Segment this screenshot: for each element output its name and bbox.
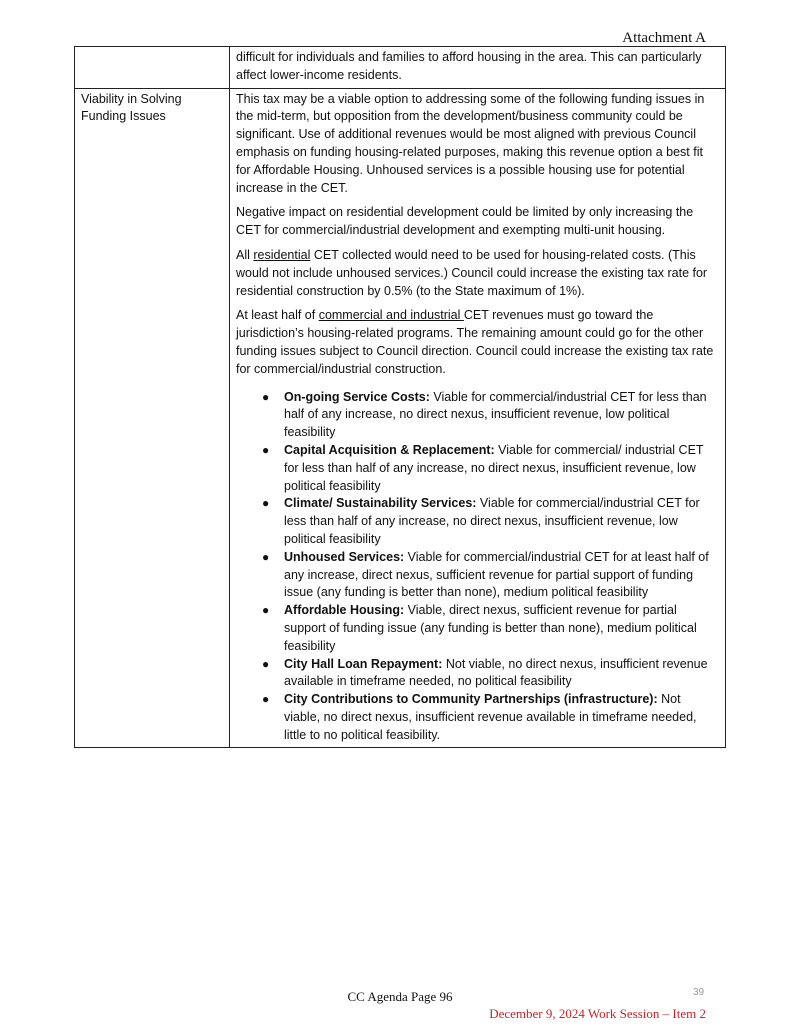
- residential-underlined: residential: [253, 247, 311, 262]
- attachment-label: Attachment A: [622, 30, 706, 46]
- bullet-text: Viable for commercial/industrial CET for less than half of any increase, no direct nexus, insufficient revenue, low political feasibility: [284, 496, 700, 546]
- commercial-industrial-underlined: commercial and industrial: [318, 308, 464, 323]
- bullet-icon: ●: [262, 603, 270, 618]
- bullet-text: Not viable, no direct nexus, insufficient revenue available in timeframe needed, little to no political feasibility.: [284, 692, 697, 742]
- list-item: [262, 656, 719, 692]
- list-item: [262, 442, 719, 495]
- bullet-text: Viable for commercial/industrial CET for less than half of any increase, no direct nexus, insufficient revenue, low political feasibility: [284, 389, 707, 440]
- list-item: [262, 549, 719, 602]
- page-number: 39: [693, 987, 705, 998]
- para4-rest: CET revenues must go toward the jurisdiction’s housing-related programs. The remaining amount could go for the other funding issues subject to Council direction. Council could increase the existing tax rate for commercial/industrial construction.: [236, 308, 714, 376]
- bullet-icon: ●: [262, 442, 270, 457]
- funding-issues-list: [236, 389, 719, 745]
- table-row-continued: [75, 47, 726, 89]
- para4-lead: At least half of: [236, 308, 319, 323]
- paragraph-3: [236, 247, 719, 300]
- viability-content-cell: [230, 88, 726, 748]
- bullet-icon: ●: [262, 656, 270, 671]
- bullet-text: Viable, direct nexus, sufficient revenue for partial support of funding issue (any funding is better than none), medium political feasibility: [284, 603, 697, 653]
- bullet-text: Viable for commercial/ industrial CET for less than half of any increase, no direct nexus, insufficient revenue, low political feasibility: [284, 442, 704, 493]
- work-session-date: December 9, 2024 Work Session – Item 2: [489, 1006, 706, 1021]
- list-item: [262, 495, 719, 548]
- bullet-icon: ●: [262, 389, 270, 404]
- bullet-title: On-going Service Costs:: [284, 389, 430, 404]
- bullet-title: Capital Acquisition & Replacement:: [284, 442, 495, 457]
- paragraph-1: This tax may be a viable option to addressing some of the following funding issues in the mid-term, but opposition from the development/business community could be significant. Use of additional revenues would be most aligned with previous Council emphasis on funding housing-related purposes, making this revenue option a best fit for Affordable Housing. Unhoused services is a possible housing use for potential increase in the CET.: [236, 91, 705, 195]
- para3-lead: All: [236, 247, 254, 262]
- agenda-page-label: CC Agenda Page 96: [347, 989, 453, 1004]
- list-item: [262, 691, 719, 744]
- bullet-text: Viable for commercial/industrial CET for at least half of any increase, direct nexus, sufficient revenue for partial support of funding issue (any funding is better than none), medium political feasibility: [284, 549, 709, 600]
- bullet-title: City Contributions to Community Partnerships (infrastructure):: [284, 692, 658, 707]
- bullet-icon: ●: [262, 549, 270, 564]
- para3-rest: CET collected would need to be used for housing-related costs. (This would not include unhoused services.) Council could increase the existing tax rate for residential construction by 0.5% (to the State maximum of 1%).: [236, 247, 708, 298]
- table-row-viability: [75, 88, 726, 748]
- bullet-icon: ●: [262, 496, 270, 511]
- continued-text-cell: difficult for individuals and families to afford housing in the area. This can particularly affect lower-income residents.: [230, 47, 726, 89]
- bullet-title: Climate/ Sustainability Services:: [284, 496, 477, 511]
- empty-label-cell: [75, 47, 230, 89]
- paragraph-4: [236, 307, 719, 378]
- paragraph-2: Negative impact on residential development could be limited by only increasing the CET for commercial/industrial development and exempting multi-unit housing.: [236, 205, 694, 238]
- bullet-title: Unhoused Services:: [284, 549, 405, 564]
- bullet-text: Not viable, no direct nexus, insufficient revenue available in timeframe needed, no political feasibility: [284, 656, 708, 689]
- list-item: [262, 602, 719, 655]
- list-item: [262, 389, 719, 442]
- bullet-icon: ●: [262, 692, 270, 707]
- row-label: Viability in Solving Funding Issues: [75, 88, 230, 748]
- bullet-title: City Hall Loan Repayment:: [284, 656, 443, 671]
- bullet-title: Affordable Housing:: [284, 603, 405, 618]
- funding-table: [74, 46, 726, 748]
